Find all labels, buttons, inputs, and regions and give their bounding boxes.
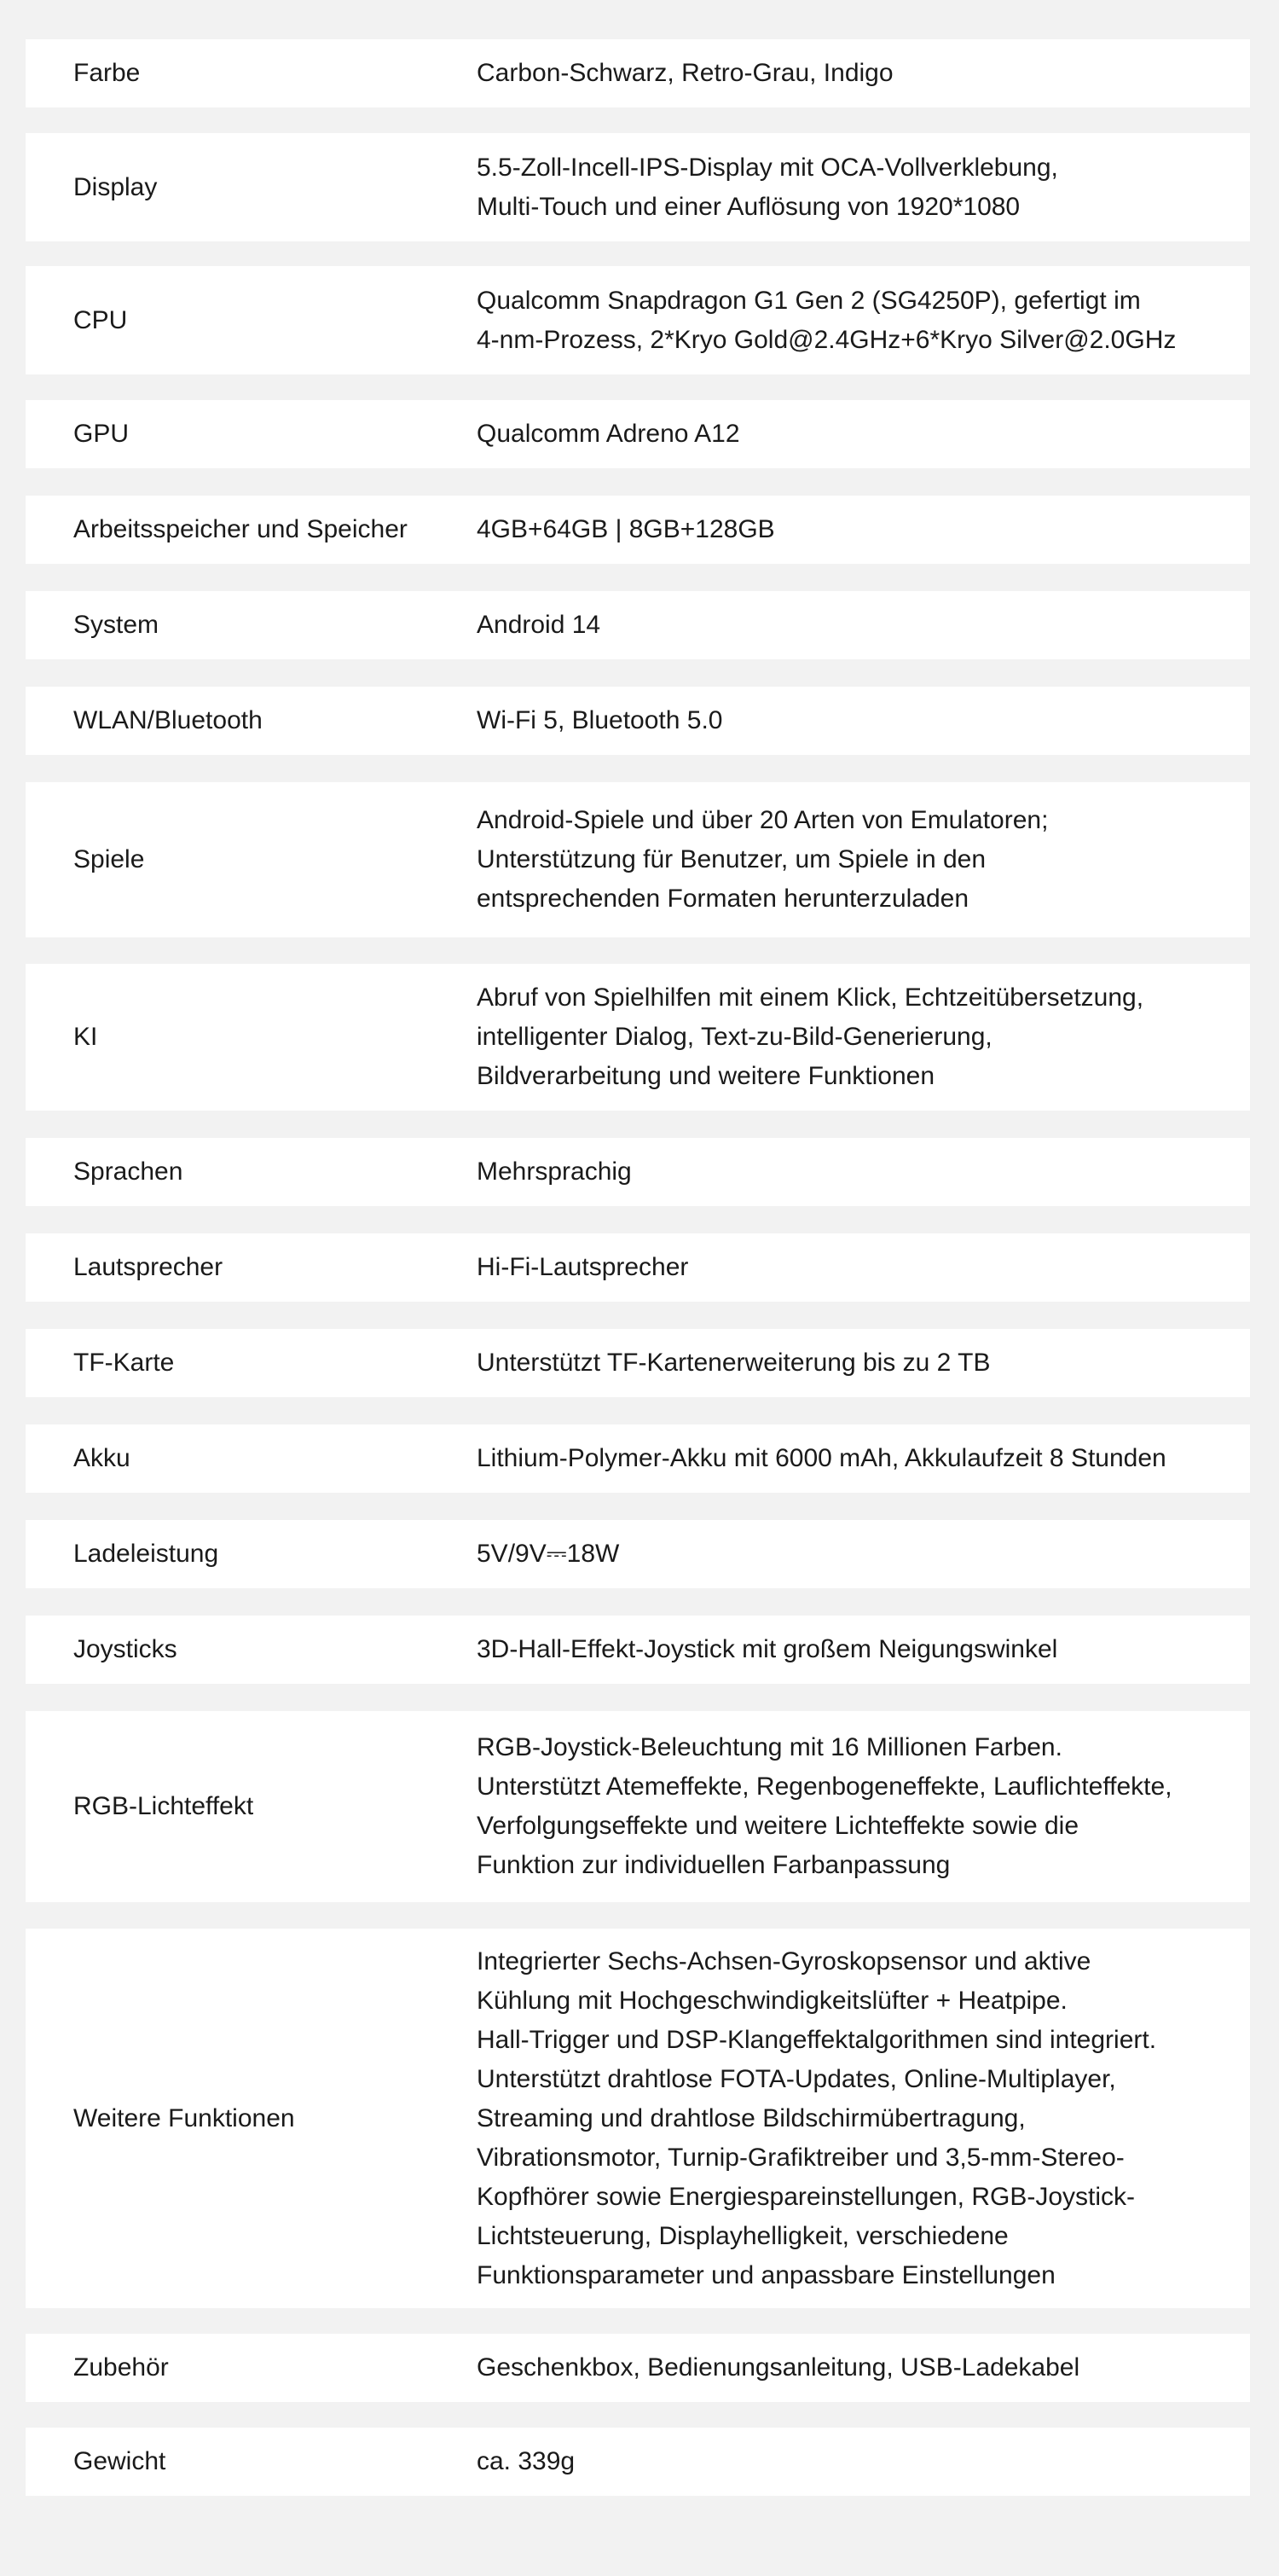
spec-value: 3D-Hall-Effekt-Joystick mit großem Neigungswinkel	[477, 1635, 1058, 1663]
spec-value: Unterstützt TF-Kartenerweiterung bis zu 2 TB	[477, 1349, 991, 1377]
spec-row-tf-karte	[26, 1329, 1250, 1397]
spec-row-wlan-bluetooth	[26, 687, 1250, 755]
spec-value: 4GB+64GB | 8GB+128GB	[477, 515, 775, 543]
spec-label: Display	[73, 172, 158, 201]
spec-row-ki	[26, 964, 1250, 1111]
spec-row-speicher	[26, 496, 1250, 564]
spec-row-joysticks	[26, 1616, 1250, 1684]
spec-row-rgb-lichteffekt	[26, 1711, 1250, 1902]
spec-row-farbe	[26, 39, 1250, 107]
spec-label: Lautsprecher	[73, 1253, 223, 1281]
spec-label: WLAN/Bluetooth	[73, 706, 263, 734]
spec-value: ca. 339g	[477, 2447, 576, 2475]
spec-label: Akku	[73, 1444, 130, 1472]
spec-label: KI	[73, 1023, 98, 1051]
spec-value: 5V/9V⎓18W	[477, 1540, 620, 1568]
spec-row-weitere-funktionen	[26, 1929, 1250, 2308]
spec-value: RGB-Joystick-Beleuchtung mit 16 Millionen Farben. Unterstützt Atemeffekte, Regenbogeneffekte, Lauflichteffekte, Verfolgungseffekte und weitere Lichteffekte sowie die Funktion zur individuellen Farbanpassung	[477, 1733, 1172, 1879]
spec-label: TF-Karte	[73, 1349, 175, 1377]
spec-label: Ladeleistung	[73, 1540, 219, 1568]
spec-value: Mehrsprachig	[477, 1157, 632, 1186]
spec-label: Weitere Funktionen	[73, 2103, 295, 2132]
spec-label: Spiele	[73, 845, 145, 873]
spec-value: Geschenkbox, Bedienungsanleitung, USB-Ladekabel	[477, 2353, 1080, 2382]
spec-value: Qualcomm Adreno A12	[477, 420, 740, 448]
spec-value: Abruf von Spielhilfen mit einem Klick, Echtzeitübersetzung, intelligenter Dialog, Text-zu-Bild-Generierung, Bildverarbeitung und weitere Funktionen	[477, 983, 1144, 1090]
spec-label: Joysticks	[73, 1635, 177, 1663]
spec-row-lautsprecher	[26, 1233, 1250, 1302]
spec-value: Integrierter Sechs-Achsen-Gyroskopsensor und aktive Kühlung mit Hochgeschwindigkeitslüfter + Heatpipe. Hall-Trigger und DSP-Klangeffektalgorithmen sind integriert. Unterstützt drahtlose FOTA-Updates, Online-Multiplayer, Streaming und drahtlose Bildschirmübertragung, Vibrationsmotor, Turnip-Grafiktreiber und 3,5-mm-Stereo- Kopfhörer sowie Energiespareinstellungen, RGB-Joystick- Lichtsteuerung, Displayhelligkeit, verschiedene Funktionsparameter und anpassbare Einstellungen	[477, 1947, 1157, 2289]
spec-row-zubehoer	[26, 2334, 1250, 2402]
spec-label: RGB-Lichteffekt	[73, 1792, 254, 1820]
spec-row-akku	[26, 1424, 1250, 1493]
spec-row-spiele	[26, 782, 1250, 937]
spec-value: Carbon-Schwarz, Retro-Grau, Indigo	[477, 59, 894, 87]
spec-row-cpu	[26, 266, 1250, 374]
spec-value: Lithium-Polymer-Akku mit 6000 mAh, Akkulaufzeit 8 Stunden	[477, 1444, 1166, 1472]
spec-row-sprachen	[26, 1138, 1250, 1206]
spec-label: GPU	[73, 420, 130, 448]
spec-row-display	[26, 133, 1250, 241]
spec-label: Arbeitsspeicher und Speicher	[73, 515, 408, 543]
spec-row-system	[26, 591, 1250, 659]
spec-row-gpu	[26, 400, 1250, 468]
spec-label: Sprachen	[73, 1157, 183, 1186]
spec-label: Zubehör	[73, 2353, 169, 2382]
spec-value: Hi-Fi-Lautsprecher	[477, 1253, 689, 1281]
spec-label: CPU	[73, 305, 128, 334]
spec-row-ladeleistung	[26, 1520, 1250, 1588]
spec-row-gewicht	[26, 2428, 1250, 2496]
spec-value: Qualcomm Snapdragon G1 Gen 2 (SG4250P), gefertigt im 4-nm-Prozess, 2*Kryo Gold@2.4GHz+6*Kryo Silver@2.0GHz	[477, 286, 1177, 354]
spec-value: Wi-Fi 5, Bluetooth 5.0	[477, 706, 723, 734]
spec-value: 5.5-Zoll-Incell-IPS-Display mit OCA-Vollverklebung, Multi-Touch und einer Auflösung von 1920*1080	[477, 153, 1058, 221]
spec-value: Android-Spiele und über 20 Arten von Emulatoren; Unterstützung für Benutzer, um Spiele in den entsprechenden Formaten herunterzuladen	[477, 806, 1049, 913]
spec-label: Gewicht	[73, 2447, 166, 2475]
spec-value: Android 14	[477, 611, 601, 639]
spec-label: Farbe	[73, 59, 141, 87]
spec-label: System	[73, 611, 159, 639]
